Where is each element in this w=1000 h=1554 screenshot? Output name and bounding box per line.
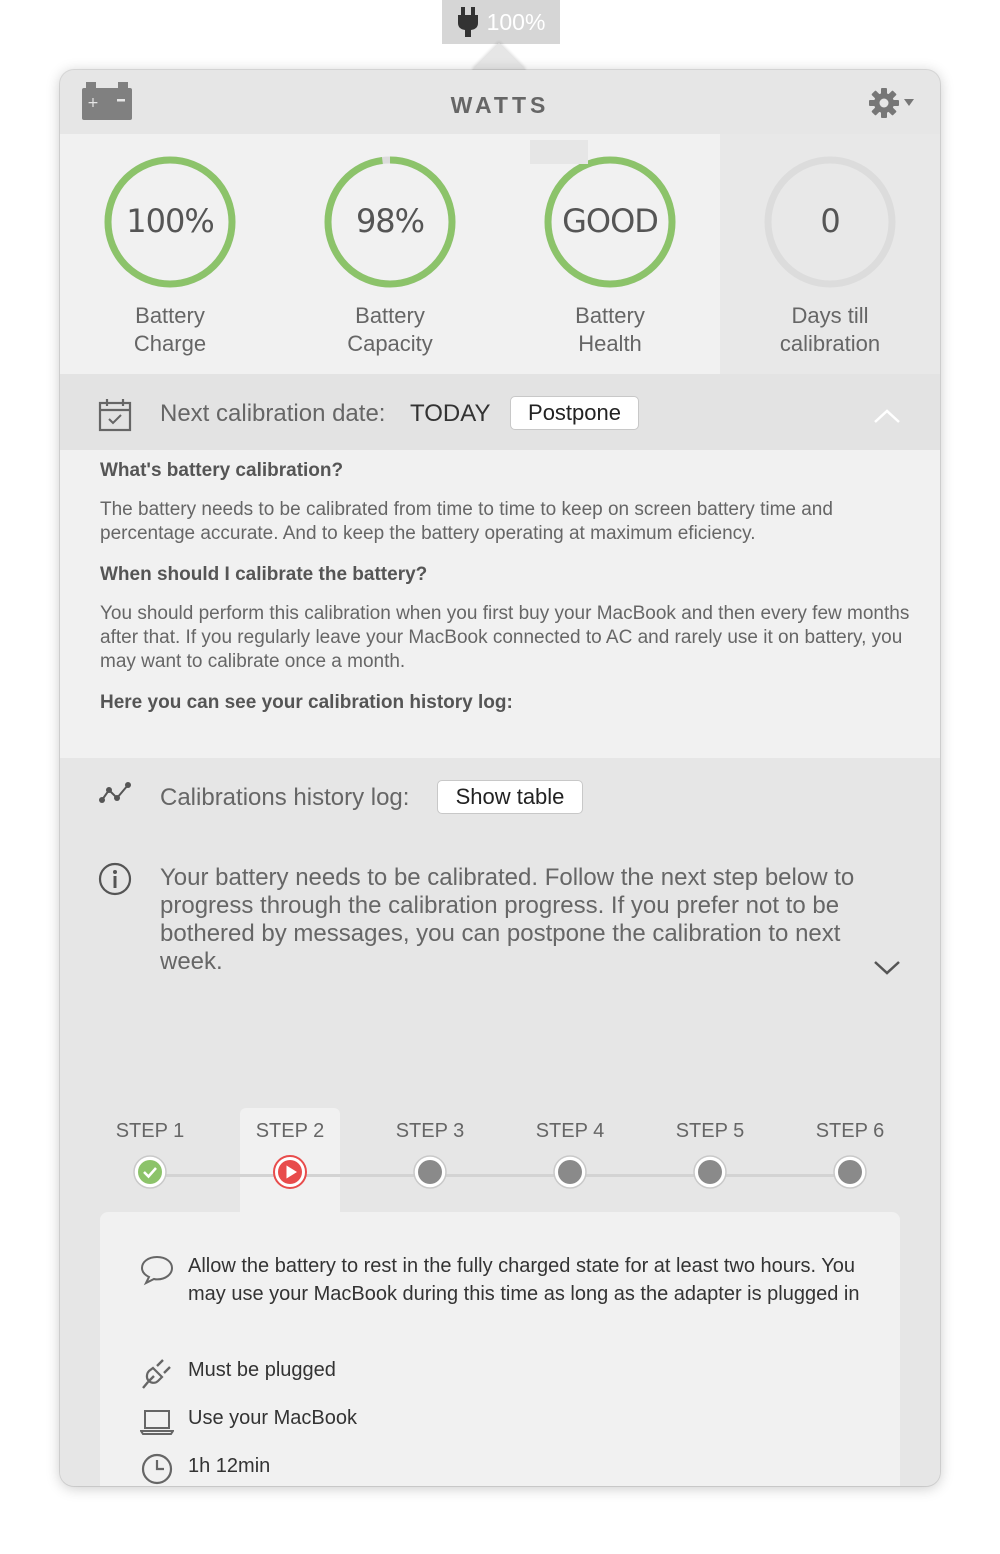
- clock-icon: [140, 1452, 174, 1486]
- next-calibration-value: TODAY: [410, 400, 491, 427]
- menubar-battery-percent: 100%: [486, 8, 546, 35]
- step-usage-text: Use your MacBook: [188, 1407, 357, 1429]
- step-1[interactable]: [80, 1108, 220, 1208]
- step-5[interactable]: [640, 1108, 780, 1208]
- step-plugged-row: [140, 1356, 868, 1390]
- step-6[interactable]: [780, 1108, 920, 1208]
- calibration-steps: [60, 1108, 940, 1212]
- info-heading: Here you can see your calibration history log:: [100, 692, 513, 713]
- step-duration-row: [140, 1452, 868, 1486]
- step-duration-text: 1h 12min: [188, 1455, 271, 1477]
- stat-label: Battery Health: [575, 303, 645, 356]
- info-icon: [98, 862, 132, 896]
- app-title: WATTS: [450, 92, 550, 118]
- calibration-history: [60, 758, 940, 1486]
- step-label: STEP 2: [255, 1120, 325, 1142]
- stat-battery-capacity: [280, 134, 500, 374]
- popover-header: [60, 70, 940, 134]
- postpone-button[interactable]: Postpone: [510, 396, 639, 430]
- plug-icon: [140, 1356, 174, 1390]
- step-instruction-text: Allow the battery to rest in the fully charged state for at least two hours. You may use your MacBook during this time as long as the adapter is plugged in: [188, 1255, 860, 1305]
- watts-popover: [60, 70, 940, 1486]
- stat-value: 0: [820, 202, 840, 240]
- battery-stats: [60, 134, 940, 374]
- show-table-button[interactable]: Show table: [437, 780, 583, 814]
- step-3[interactable]: [360, 1108, 500, 1208]
- check-icon: [132, 1154, 168, 1190]
- settings-menu-button[interactable]: [868, 86, 920, 120]
- svg-text:+: +: [87, 95, 99, 111]
- line-chart-icon: [98, 780, 134, 808]
- chevron-up-icon[interactable]: [872, 406, 902, 426]
- plug-icon: [457, 7, 479, 37]
- info-heading: What's battery calibration?: [100, 460, 344, 481]
- stat-value: 98%: [355, 202, 425, 240]
- step-label: STEP 4: [535, 1120, 605, 1142]
- menubar-battery-item[interactable]: [442, 0, 560, 44]
- next-calibration-bar: [60, 374, 940, 450]
- step-label: STEP 1: [115, 1120, 185, 1142]
- step-instruction-row: [140, 1252, 868, 1308]
- next-calibration-label: Next calibration date:: [160, 400, 386, 427]
- info-paragraph: The battery needs to be calibrated from time to time to keep on screen battery time and percentage accurate. And to keep the battery operating at maximum eficiency.: [100, 499, 833, 544]
- step-label: STEP 3: [395, 1120, 465, 1142]
- info-heading: When should I calibrate the battery?: [100, 564, 428, 585]
- step-label: STEP 5: [675, 1120, 745, 1142]
- calibration-message: Your battery needs to be calibrated. Follow the next step below to progress through the calibration progress. If you prefer not to be bothered by messages, you can postpone the calibration to next week.: [160, 864, 855, 975]
- calendar-icon: [98, 398, 132, 432]
- stat-battery-charge: [60, 134, 280, 374]
- step-plugged-text: Must be plugged: [188, 1359, 336, 1381]
- chevron-down-icon[interactable]: [872, 958, 902, 978]
- stat-label: Battery Capacity: [347, 303, 433, 356]
- stat-value: 100%: [126, 202, 214, 240]
- pending-step-icon: [832, 1154, 868, 1190]
- stat-battery-health: [500, 134, 720, 374]
- calibration-info: [60, 450, 940, 758]
- stat-value: GOOD: [562, 202, 658, 240]
- step-2[interactable]: [220, 1108, 360, 1208]
- stat-days-till-calibration: [720, 134, 940, 374]
- stat-label: Battery Charge: [133, 303, 207, 356]
- gear-icon: [868, 87, 900, 119]
- play-icon: [272, 1154, 308, 1190]
- stat-label: Days till calibration: [779, 303, 881, 356]
- pending-step-icon: [552, 1154, 588, 1190]
- step-usage-row: [140, 1404, 868, 1438]
- chevron-down-icon: [904, 99, 914, 107]
- pending-step-icon: [412, 1154, 448, 1190]
- step-4[interactable]: [500, 1108, 640, 1208]
- history-log-label: Calibrations history log:: [160, 784, 410, 811]
- pending-step-icon: [692, 1154, 728, 1190]
- speech-bubble-icon: [140, 1252, 174, 1286]
- step-detail-panel: [100, 1212, 900, 1486]
- info-paragraph: You should perform this calibration when you first buy your MacBook and then every few months after that. If you regularly leave your MacBook connected to AC and rarely use it on battery, you may want to calibrate once a month.: [100, 603, 910, 672]
- step-label: STEP 6: [815, 1120, 885, 1142]
- laptop-icon: [140, 1404, 174, 1438]
